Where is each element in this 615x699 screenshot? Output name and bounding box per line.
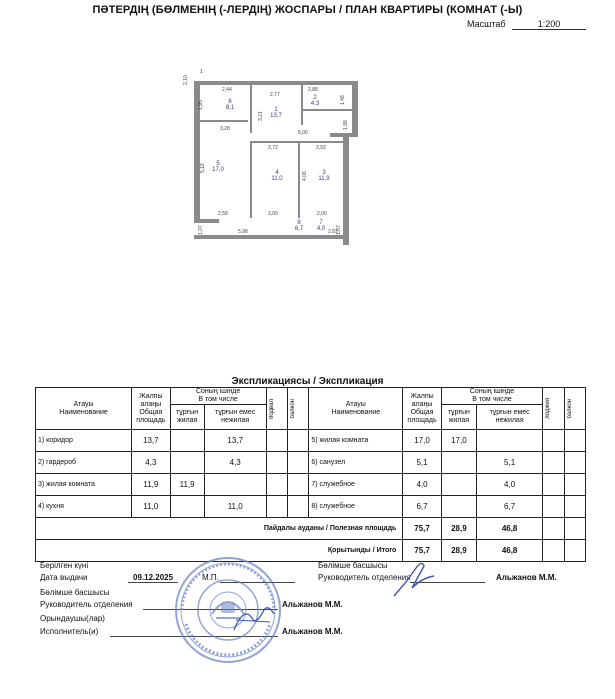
empty-cell — [543, 430, 564, 452]
svg-text:1,98: 1,98 — [343, 120, 349, 130]
room-living — [170, 430, 204, 452]
room-4-area: 11,0 — [271, 176, 283, 182]
empty-cell — [266, 452, 287, 474]
room-total: 5,1 — [403, 452, 441, 474]
mp-label: М.П. — [202, 573, 219, 582]
date-underline — [128, 582, 178, 583]
scale-label: Масштаб — [467, 19, 506, 29]
svg-text:5,98: 5,98 — [238, 229, 248, 235]
svg-text:1: 1 — [200, 69, 203, 75]
room-total: 11,0 — [132, 496, 170, 518]
room-name: 5) жилая комната — [309, 430, 403, 452]
room-6-area: 8,1 — [225, 105, 235, 111]
summary-nonliving: 46,8 — [477, 540, 543, 562]
header-incl-left: Соның ішінде В том числе — [170, 388, 266, 405]
room-living — [441, 452, 476, 474]
svg-text:2,88: 2,88 — [308, 87, 318, 93]
svg-text:1,07: 1,07 — [198, 225, 204, 235]
room-nonliving: 11,0 — [204, 496, 266, 518]
room-total: 17,0 — [403, 430, 441, 452]
dimension-labels — [183, 69, 349, 235]
room-nonliving: 5,1 — [477, 452, 543, 474]
svg-text:5,18: 5,18 — [200, 163, 206, 173]
room-nonliving: 4,0 — [477, 474, 543, 496]
svg-text:2,00: 2,00 — [268, 211, 278, 217]
svg-text:2,00: 2,00 — [317, 211, 327, 217]
empty-cell — [288, 452, 309, 474]
issued-label-ru: Дата выдачи — [40, 573, 88, 582]
header-name-right: Атауы Наименование — [309, 388, 403, 430]
empty-cell — [543, 540, 564, 562]
issued-label-kz: Берілген күні — [40, 561, 89, 570]
room-total: 6,7 — [403, 496, 441, 518]
room-nonliving: 13,7 — [204, 430, 266, 452]
empty-cell — [543, 518, 564, 540]
room-2-area: 4,3 — [310, 101, 320, 107]
empty-cell — [288, 474, 309, 496]
room-7-number: 7 — [319, 220, 323, 226]
room-name: 8) служебное — [309, 496, 403, 518]
empty-cell — [564, 496, 585, 518]
room-name: 1) коридор — [36, 430, 132, 452]
room-name: 7) служебное — [309, 474, 403, 496]
room-name: 3) жилая комната — [36, 474, 132, 496]
empty-cell — [288, 496, 309, 518]
svg-text:2,58: 2,58 — [218, 211, 228, 217]
summary-row — [36, 540, 586, 562]
room-nonliving — [477, 430, 543, 452]
svg-text:4,06: 4,06 — [302, 171, 308, 181]
room-6-number: 6 — [228, 99, 232, 105]
svg-text:3,28: 3,28 — [220, 126, 230, 132]
header-loggia-right: лоджия — [545, 398, 552, 419]
svg-text:2,72: 2,72 — [268, 145, 278, 151]
room-1-area: 13,7 — [270, 113, 282, 119]
empty-cell — [564, 474, 585, 496]
head-label-ru-left: Руководитель отделения — [40, 600, 133, 609]
empty-cell — [564, 430, 585, 452]
header-total-right: Жалпы алаңы Общая площадь — [403, 388, 441, 430]
room-living — [441, 496, 476, 518]
empty-cell — [543, 496, 564, 518]
room-total: 11,9 — [132, 474, 170, 496]
room-5-number: 5 — [216, 161, 220, 167]
header-podval-left: подвал — [268, 398, 275, 419]
svg-text:5,00: 5,00 — [298, 130, 308, 136]
signature-left — [230, 600, 278, 636]
exec-name: Альжанов М.М. — [282, 627, 343, 636]
explication-title: Экспликациясы / Экспликация — [231, 376, 384, 387]
header-balcony-right: балкон — [566, 398, 573, 419]
total-label: Қорытынды / Итого — [36, 540, 403, 562]
room-total: 4,3 — [132, 452, 170, 474]
header-nonliving-left: тұрғын емес нежилая — [204, 405, 266, 430]
header-living-right: тұрғын жилая — [441, 405, 476, 430]
table-row — [36, 452, 586, 474]
summary-total: 75,7 — [403, 518, 441, 540]
header-living-left: тұрғын жилая — [170, 405, 204, 430]
table-row — [36, 496, 586, 518]
svg-text:2,83: 2,83 — [328, 229, 338, 235]
summary-living: 28,9 — [441, 540, 476, 562]
summary-row — [36, 518, 586, 540]
summary-nonliving: 46,8 — [477, 518, 543, 540]
explication-table — [35, 387, 586, 562]
svg-text:1,95: 1,95 — [198, 100, 204, 110]
empty-cell — [266, 430, 287, 452]
room-name: 4) кухня — [36, 496, 132, 518]
room-name: 6) санузел — [309, 452, 403, 474]
issue-date: 09.12.2025 — [133, 573, 174, 582]
room-1-number: 1 — [274, 107, 278, 113]
empty-cell — [288, 430, 309, 452]
svg-text:2,92: 2,92 — [316, 145, 326, 151]
room-4-number: 4 — [275, 170, 279, 176]
head-label-kz-left: Бөлімше басшысы — [40, 588, 110, 597]
head-label-ru-right: Руководитель отделения — [318, 573, 411, 582]
room-7-area: 4,0 — [316, 226, 326, 232]
scale-value: 1:200 — [512, 19, 586, 30]
room-nonliving: 4,3 — [204, 452, 266, 474]
room-8-number: 8 — [297, 220, 301, 226]
room-living: 17,0 — [441, 430, 476, 452]
room-total: 4,0 — [403, 474, 441, 496]
svg-text:1,07: 1,07 — [336, 225, 342, 235]
room-3-area: 11,9 — [318, 176, 330, 182]
head-name-right: Альжанов М.М. — [496, 573, 557, 582]
table-row — [36, 474, 586, 496]
room-living — [170, 452, 204, 474]
room-8-area: 6,7 — [294, 226, 304, 232]
room-total: 13,7 — [132, 430, 170, 452]
room-5-area: 17,0 — [212, 167, 224, 173]
empty-cell — [564, 518, 585, 540]
empty-cell — [266, 496, 287, 518]
head-name-left: Альжанов М.М. — [282, 600, 343, 609]
svg-text:2,44: 2,44 — [222, 87, 232, 93]
floor-plan — [180, 65, 360, 250]
empty-cell — [266, 474, 287, 496]
table-row — [36, 430, 586, 452]
header-incl-right: Соның ішінде В том числе — [441, 388, 542, 405]
room-living — [441, 474, 476, 496]
signature-right — [392, 558, 438, 600]
empty-cell — [564, 452, 585, 474]
room-living — [170, 496, 204, 518]
header-balcony-left: балкон — [290, 398, 297, 419]
svg-text:2,10: 2,10 — [183, 75, 189, 85]
room-nonliving: 6,7 — [477, 496, 543, 518]
exec-label-kz: Орындаушы(лар) — [40, 614, 105, 623]
summary-living: 28,9 — [441, 518, 476, 540]
svg-text:2,77: 2,77 — [270, 92, 280, 98]
svg-text:3,21: 3,21 — [258, 111, 264, 121]
empty-cell — [543, 474, 564, 496]
room-name: 2) гардероб — [36, 452, 132, 474]
room-3-number: 3 — [322, 170, 326, 176]
exec-label-ru: Исполнитель(и) — [40, 627, 99, 636]
useful-area-label: Пайдалы ауданы / Полезная площадь — [36, 518, 403, 540]
empty-cell — [564, 540, 585, 562]
summary-total: 75,7 — [403, 540, 441, 562]
head-label-kz-right: Бөлімше басшысы — [318, 561, 388, 570]
empty-cell — [543, 452, 564, 474]
header-nonliving-right: тұрғын емес нежилая — [477, 405, 543, 430]
header-total-left: Жалпы алаңы Общая площадь — [132, 388, 170, 430]
room-living: 11,9 — [170, 474, 204, 496]
svg-text:1,48: 1,48 — [340, 95, 346, 105]
page-title: ПӘТЕРДІҢ (БӨЛМЕНІҢ (-ЛЕРДІҢ) ЖОСПАРЫ / ПЛАН КВАРТИРЫ (КОМНАТ (-Ы) — [92, 4, 523, 16]
room-2-number: 2 — [313, 95, 317, 101]
header-name-left: Атауы Наименование — [36, 388, 132, 430]
room-nonliving — [204, 474, 266, 496]
